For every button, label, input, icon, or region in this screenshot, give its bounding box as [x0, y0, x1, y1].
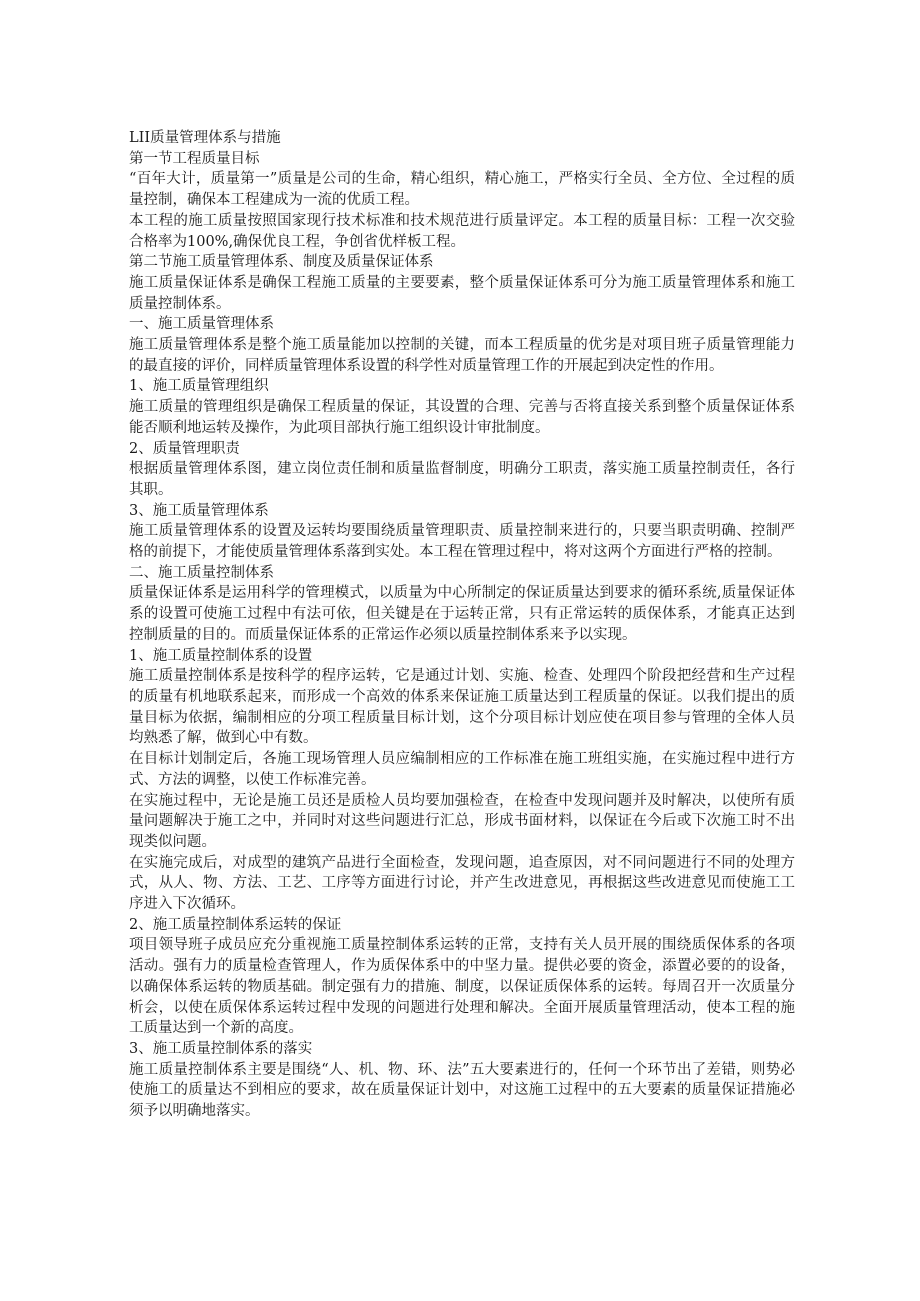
paragraph: 施工质量控制体系主要是围绕“人、机、物、环、法”五大要素进行的，任何一个环节出了差错，则势必使施工的质量达不到相应的要求，故在质量保证计划中，对这施工过程中的五大要素的质量保证措施必须予以明确地落实。 — [129, 1061, 795, 1120]
item-heading: 3、施工质量管理体系 — [129, 502, 269, 519]
paragraph: 施工质量管理体系的设置及运转均要围绕质量管理职责、质量控制来进行的，只要当职责明确、控制严格的前提下，才能使质量管理体系落到实处。本工程在管理过程中，将对这两个方面进行严格的控制。 — [129, 523, 795, 561]
item-heading: 3、施工质量控制体系的落实 — [129, 1040, 313, 1057]
paragraph: 在实施完成后，对成型的建筑产品进行全面检查，发现问题，追查原因，对不同问题进行不同的处理方式，从人、物、方法、工艺、工序等方面进行讨论，并产生改进意见，再根据这些改进意见而使施工工序进入下次循环。 — [129, 854, 795, 913]
paragraph: “百年大计，质量第一”质量是公司的生命，精心组织，精心施工，严格实行全员、全方位、全过程的质量控制，确保本工程建成为一流的优质工程。 — [129, 171, 795, 209]
item-heading: 2、施工质量控制体系运转的保证 — [129, 916, 342, 933]
paragraph: 本工程的施工质量按照国家现行技术标准和技术规范进行质量评定。本工程的质量目标：工程一次交验合格率为100%,确保优良工程，争创省优样板工程。 — [129, 212, 795, 250]
subsection-heading: 一、施工质量管理体系 — [129, 316, 274, 333]
paragraph: 施工质量管理体系是整个施工质量能加以控制的关键，而本工程质量的优劣是对项目班子质量管理能力的最直接的评价，同样质量管理体系设置的科学性对质量管理工作的开展起到决定性的作用。 — [129, 337, 795, 374]
paragraph: 施工质量的管理组织是确保工程质量的保证，其设置的合理、完善与否将直接关系到整个质量保证体系能否顺利地运转及操作，为此项目部执行施工组织设计审批制度。 — [129, 399, 795, 436]
subsection-heading: 二、施工质量控制体系 — [129, 564, 274, 581]
item-heading: 2、质量管理职责 — [129, 440, 240, 457]
paragraph: 质量保证体系是运用科学的管理模式，以质量为中心所制定的保证质量达到要求的循环系统,质量保证体系的设置可使施工过程中有法可依，但关键是在于运转正常，只有正常运转的质保体系，才能真正达到控制质量的目的。而质量保证体系的正常运作必须以质量控制体系来予以实现。 — [129, 585, 795, 643]
document-title: LII质量管理体系与措施 — [129, 130, 281, 146]
section-heading-quality-goal: 第一节工程质量目标 — [129, 150, 260, 167]
paragraph: 在实施过程中，无论是施工员还是质检人员均要加强检查，在检查中发现问题并及时解决，以使所有质量问题解决于施工之中，并同时对这些问题进行汇总，形成书面材料，以保证在今后或下次施工时不出现类似问题。 — [129, 792, 795, 850]
paragraph: 根据质量管理体系图，建立岗位责任制和质量监督制度，明确分工职责，落实施工质量控制责任，各行其职。 — [129, 461, 795, 498]
paragraph: 在目标计划制定后，各施工现场管理人员应编制相应的工作标准在施工班组实施，在实施过程中进行方式、方法的调整，以使工作标准完善。 — [129, 751, 795, 788]
paragraph: 施工质量控制体系是按科学的程序运转，它是通过计划、实施、检查、处理四个阶段把经营和生产过程的质量有机地联系起来，而形成一个高效的体系来保证施工质量达到工程质量的保证。以我们提出的质量目标为依据，编制相应的分项工程质量目标计划，这个分项目标计划应使在项目参与管理的全体人员均熟悉了解，做到心中有数。 — [129, 668, 795, 747]
paragraph: 施工质量保证体系是确保工程施工质量的主要要素，整个质量保证体系可分为施工质量管理体系和施工质量控制体系。 — [129, 274, 795, 312]
document-body — [129, 128, 795, 1122]
paragraph: 项目领导班子成员应充分重视施工质量控制体系运转的正常，支持有关人员开展的围绕质保体系的各项活动。强有力的质量检查管理人，作为质保体系中的中坚力量。提供必要的资金，添置必要的的设备，以确保体系运转的物质基础。制定强有力的措施、制度，以保证质保体系的运转。每周召开一次质量分析会，以使在质保体系运转过程中发现的问题进行处理和解决。全面开展质量管理活动，使本工程的施工质量达到一个新的高度。 — [129, 937, 795, 1037]
item-heading: 1、施工质量控制体系的设置 — [129, 647, 313, 664]
item-heading: 1、施工质量管理组织 — [129, 378, 269, 395]
section-heading-management-system: 第二节施工质量管理体系、制度及质量保证体系 — [129, 254, 434, 271]
